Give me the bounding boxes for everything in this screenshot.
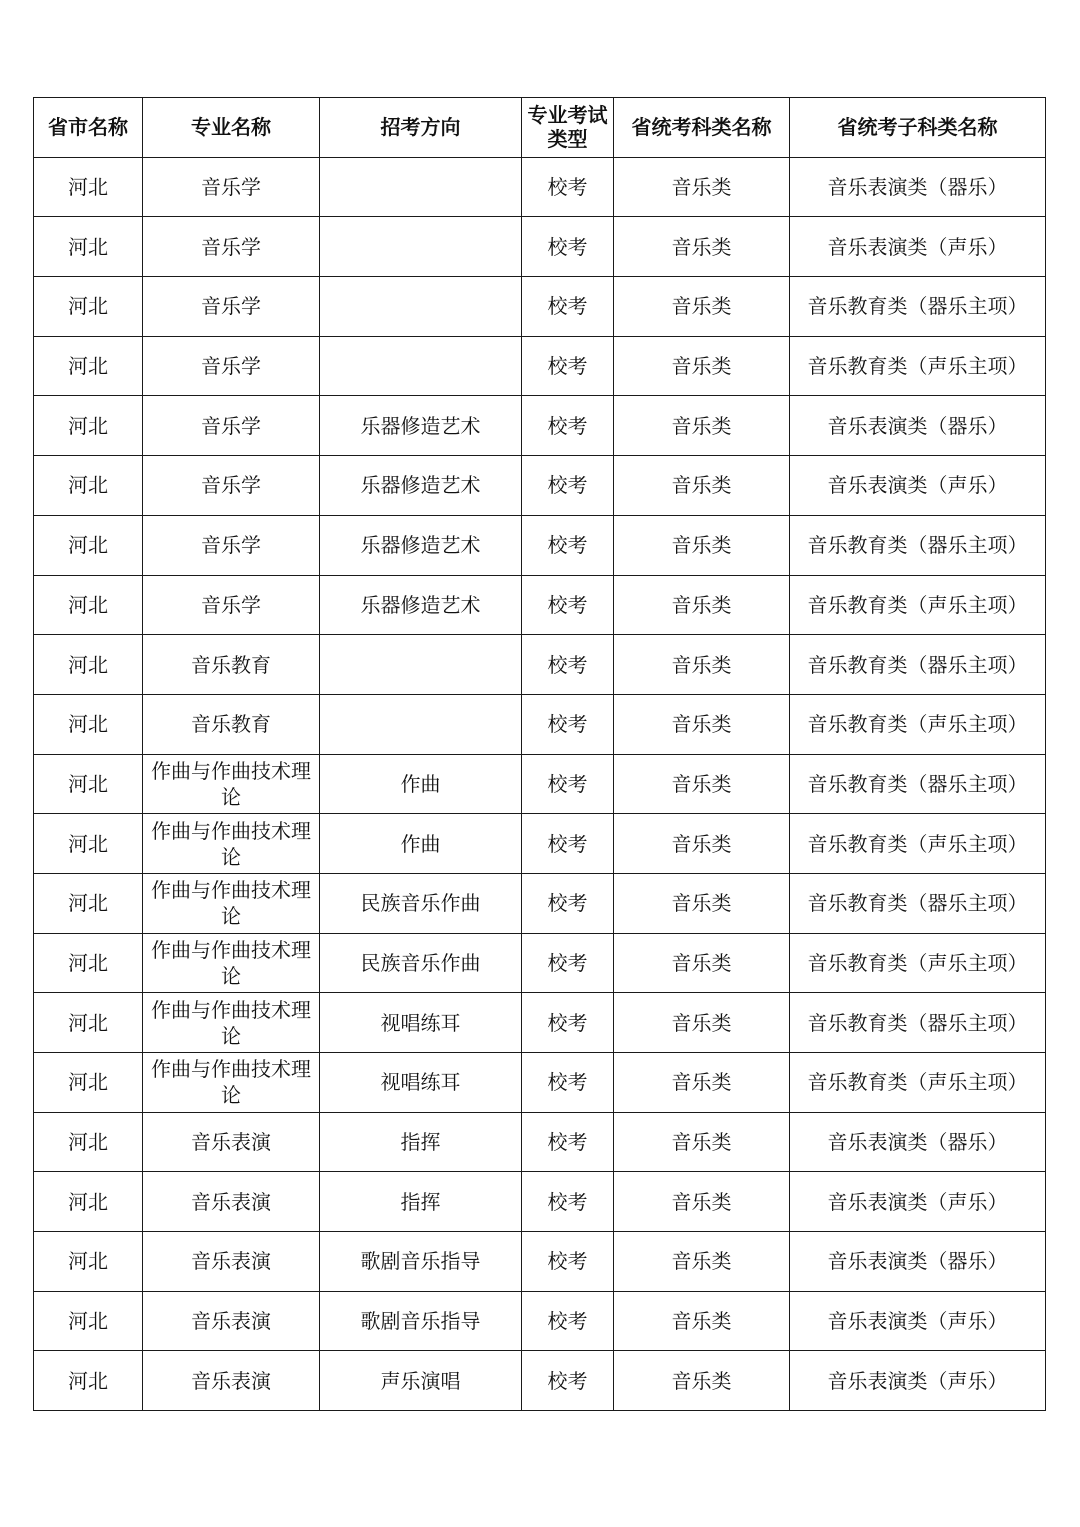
cell-category: 音乐类: [614, 575, 790, 635]
header-exam-type: 专业考试类型: [522, 98, 614, 158]
cell-direction: 视唱练耳: [320, 993, 522, 1053]
cell-province: 河北: [34, 635, 143, 695]
cell-direction: 声乐演唱: [320, 1351, 522, 1411]
cell-subcategory: 音乐表演类（器乐）: [790, 1232, 1046, 1292]
cell-province: 河北: [34, 515, 143, 575]
cell-province: 河北: [34, 456, 143, 516]
cell-exam-type: 校考: [522, 1232, 614, 1292]
cell-exam-type: 校考: [522, 1112, 614, 1172]
cell-subcategory: 音乐教育类（声乐主项）: [790, 575, 1046, 635]
cell-exam-type: 校考: [522, 933, 614, 993]
cell-direction: 乐器修造艺术: [320, 515, 522, 575]
cell-category: 音乐类: [614, 336, 790, 396]
cell-major: 音乐学: [143, 575, 320, 635]
cell-major: 音乐学: [143, 157, 320, 217]
cell-category: 音乐类: [614, 814, 790, 874]
cell-exam-type: 校考: [522, 336, 614, 396]
cell-province: 河北: [34, 277, 143, 337]
cell-direction: 歌剧音乐指导: [320, 1232, 522, 1292]
header-category: 省统考科类名称: [614, 98, 790, 158]
table-row: [34, 814, 1046, 874]
cell-category: 音乐类: [614, 635, 790, 695]
cell-category: 音乐类: [614, 754, 790, 814]
table-row: [34, 1291, 1046, 1351]
cell-category: 音乐类: [614, 933, 790, 993]
cell-direction: 民族音乐作曲: [320, 933, 522, 993]
cell-direction: 指挥: [320, 1112, 522, 1172]
cell-subcategory: 音乐教育类（声乐主项）: [790, 694, 1046, 754]
cell-exam-type: 校考: [522, 396, 614, 456]
cell-province: 河北: [34, 1112, 143, 1172]
header-subcategory: 省统考子科类名称: [790, 98, 1046, 158]
header-direction: 招考方向: [320, 98, 522, 158]
cell-major: 作曲与作曲技术理论: [143, 933, 320, 993]
cell-province: 河北: [34, 1053, 143, 1113]
cell-direction: [320, 694, 522, 754]
cell-category: 音乐类: [614, 993, 790, 1053]
cell-category: 音乐类: [614, 157, 790, 217]
cell-direction: 乐器修造艺术: [320, 575, 522, 635]
cell-province: 河北: [34, 1172, 143, 1232]
cell-exam-type: 校考: [522, 277, 614, 337]
cell-province: 河北: [34, 694, 143, 754]
cell-province: 河北: [34, 1351, 143, 1411]
cell-province: 河北: [34, 575, 143, 635]
cell-category: 音乐类: [614, 1351, 790, 1411]
cell-province: 河北: [34, 336, 143, 396]
cell-direction: [320, 157, 522, 217]
cell-major: 音乐表演: [143, 1172, 320, 1232]
cell-major: 作曲与作曲技术理论: [143, 993, 320, 1053]
table-row: [34, 515, 1046, 575]
cell-direction: 作曲: [320, 754, 522, 814]
cell-major: 作曲与作曲技术理论: [143, 754, 320, 814]
cell-major: 音乐学: [143, 456, 320, 516]
cell-category: 音乐类: [614, 515, 790, 575]
cell-exam-type: 校考: [522, 1291, 614, 1351]
table-row: [34, 336, 1046, 396]
cell-direction: 民族音乐作曲: [320, 873, 522, 933]
table-row: [34, 217, 1046, 277]
cell-subcategory: 音乐表演类（器乐）: [790, 396, 1046, 456]
cell-category: 音乐类: [614, 1232, 790, 1292]
cell-major: 音乐学: [143, 396, 320, 456]
cell-major: 作曲与作曲技术理论: [143, 873, 320, 933]
table-row: [34, 575, 1046, 635]
cell-subcategory: 音乐表演类（声乐）: [790, 1351, 1046, 1411]
cell-subcategory: 音乐教育类（声乐主项）: [790, 814, 1046, 874]
cell-exam-type: 校考: [522, 814, 614, 874]
table-body: [34, 157, 1046, 1410]
cell-province: 河北: [34, 993, 143, 1053]
header-row: [34, 98, 1046, 158]
cell-major: 音乐表演: [143, 1232, 320, 1292]
cell-direction: [320, 217, 522, 277]
cell-major: 音乐学: [143, 277, 320, 337]
table-row: [34, 456, 1046, 516]
cell-exam-type: 校考: [522, 1053, 614, 1113]
cell-direction: 作曲: [320, 814, 522, 874]
cell-exam-type: 校考: [522, 575, 614, 635]
cell-province: 河北: [34, 396, 143, 456]
admissions-table: [33, 97, 1046, 1411]
cell-subcategory: 音乐教育类（声乐主项）: [790, 1053, 1046, 1113]
cell-direction: [320, 277, 522, 337]
cell-province: 河北: [34, 754, 143, 814]
cell-subcategory: 音乐表演类（器乐）: [790, 157, 1046, 217]
cell-category: 音乐类: [614, 277, 790, 337]
table-row: [34, 1351, 1046, 1411]
cell-direction: [320, 336, 522, 396]
cell-exam-type: 校考: [522, 694, 614, 754]
cell-major: 音乐表演: [143, 1351, 320, 1411]
cell-major: 音乐学: [143, 336, 320, 396]
cell-major: 作曲与作曲技术理论: [143, 814, 320, 874]
cell-subcategory: 音乐教育类（器乐主项）: [790, 515, 1046, 575]
cell-direction: [320, 635, 522, 695]
cell-subcategory: 音乐表演类（器乐）: [790, 1112, 1046, 1172]
cell-major: 音乐表演: [143, 1112, 320, 1172]
table-row: [34, 933, 1046, 993]
cell-province: 河北: [34, 217, 143, 277]
cell-province: 河北: [34, 933, 143, 993]
cell-category: 音乐类: [614, 396, 790, 456]
cell-subcategory: 音乐教育类（器乐主项）: [790, 873, 1046, 933]
cell-exam-type: 校考: [522, 157, 614, 217]
table-row: [34, 396, 1046, 456]
cell-category: 音乐类: [614, 1172, 790, 1232]
cell-subcategory: 音乐教育类（器乐主项）: [790, 277, 1046, 337]
cell-major: 音乐教育: [143, 694, 320, 754]
table-row: [34, 635, 1046, 695]
cell-direction: 乐器修造艺术: [320, 456, 522, 516]
table-row: [34, 993, 1046, 1053]
cell-subcategory: 音乐教育类（声乐主项）: [790, 933, 1046, 993]
cell-subcategory: 音乐表演类（声乐）: [790, 1172, 1046, 1232]
table-row: [34, 277, 1046, 337]
cell-major: 音乐学: [143, 217, 320, 277]
cell-exam-type: 校考: [522, 456, 614, 516]
cell-subcategory: 音乐表演类（声乐）: [790, 217, 1046, 277]
cell-category: 音乐类: [614, 456, 790, 516]
cell-province: 河北: [34, 814, 143, 874]
table-row: [34, 754, 1046, 814]
table-row: [34, 1172, 1046, 1232]
cell-province: 河北: [34, 157, 143, 217]
cell-province: 河北: [34, 873, 143, 933]
header-major: 专业名称: [143, 98, 320, 158]
cell-category: 音乐类: [614, 1053, 790, 1113]
cell-exam-type: 校考: [522, 515, 614, 575]
cell-direction: 乐器修造艺术: [320, 396, 522, 456]
cell-major: 音乐学: [143, 515, 320, 575]
cell-exam-type: 校考: [522, 993, 614, 1053]
cell-major: 作曲与作曲技术理论: [143, 1053, 320, 1113]
cell-exam-type: 校考: [522, 635, 614, 695]
cell-subcategory: 音乐教育类（器乐主项）: [790, 993, 1046, 1053]
cell-category: 音乐类: [614, 873, 790, 933]
cell-subcategory: 音乐教育类（器乐主项）: [790, 635, 1046, 695]
table-row: [34, 1112, 1046, 1172]
cell-major: 音乐教育: [143, 635, 320, 695]
cell-exam-type: 校考: [522, 754, 614, 814]
cell-province: 河北: [34, 1232, 143, 1292]
cell-category: 音乐类: [614, 1291, 790, 1351]
cell-category: 音乐类: [614, 1112, 790, 1172]
cell-subcategory: 音乐表演类（声乐）: [790, 1291, 1046, 1351]
cell-category: 音乐类: [614, 694, 790, 754]
cell-exam-type: 校考: [522, 873, 614, 933]
cell-subcategory: 音乐表演类（声乐）: [790, 456, 1046, 516]
table-header: [34, 98, 1046, 158]
cell-category: 音乐类: [614, 217, 790, 277]
cell-subcategory: 音乐教育类（声乐主项）: [790, 336, 1046, 396]
header-province: 省市名称: [34, 98, 143, 158]
cell-exam-type: 校考: [522, 1172, 614, 1232]
cell-major: 音乐表演: [143, 1291, 320, 1351]
cell-direction: 视唱练耳: [320, 1053, 522, 1113]
cell-exam-type: 校考: [522, 1351, 614, 1411]
cell-province: 河北: [34, 1291, 143, 1351]
cell-direction: 指挥: [320, 1172, 522, 1232]
table-row: [34, 1053, 1046, 1113]
table-row: [34, 873, 1046, 933]
cell-subcategory: 音乐教育类（器乐主项）: [790, 754, 1046, 814]
cell-direction: 歌剧音乐指导: [320, 1291, 522, 1351]
cell-exam-type: 校考: [522, 217, 614, 277]
table-row: [34, 1232, 1046, 1292]
table-row: [34, 157, 1046, 217]
table-row: [34, 694, 1046, 754]
